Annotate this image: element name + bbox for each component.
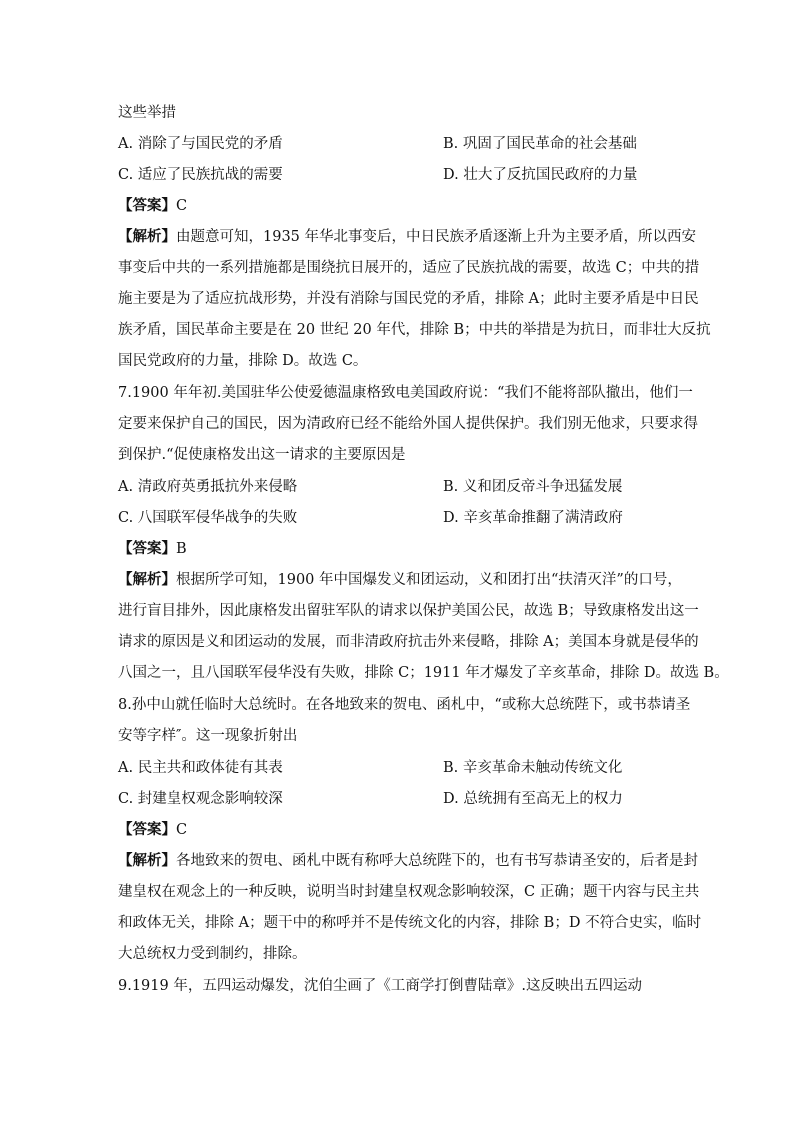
q8-analysis-line-2: 建皇权在观念上的一种反映，说明当时封建皇权观念影响较深，C 正确；题干内容与民主共 bbox=[118, 884, 700, 900]
answer-tag: 【答案】 bbox=[118, 822, 176, 838]
q7-options-row-1 bbox=[118, 478, 678, 496]
q7-option-b: B. 义和团反帝斗争迅猛发展 bbox=[443, 479, 623, 495]
q6-analysis-line-2: 事变后中共的一系列措施都是围绕抗日展开的，适应了民族抗战的需要，故选 C；中共的措 bbox=[118, 260, 700, 276]
q8-analysis-line-1 bbox=[118, 852, 698, 870]
analysis-text: 由题意可知，1935 年华北事变后，中日民族矛盾逐渐上升为主要矛盾，所以西安 bbox=[176, 229, 697, 245]
q7-option-a: A. 清政府英勇抵抗外来侵略 bbox=[118, 479, 298, 495]
q9-stem-line-1: 9.1919 年，五四运动爆发，沈伯尘画了《工商学打倒曹陆章》.这反映出五四运动 bbox=[118, 978, 642, 994]
q8-stem-line-1: 8.孙中山就任临时大总统时。在各地致来的贺电、函札中，“或称大总统陛下，或书恭请圣 bbox=[118, 697, 691, 713]
q6-options-row-1 bbox=[118, 135, 678, 153]
q7-analysis-line-2: 进行盲目排外，因此康格发出留驻军队的请求以保护美国公民，故选 B；导致康格发出这一 bbox=[118, 603, 699, 619]
q7-stem-line-1: 7.1900 年年初.美国驻华公使爱德温康格致电美国政府说：“我们不能将部队撤出，他们一 bbox=[118, 385, 693, 401]
q7-option-d: D. 辛亥革命推翻了满清政府 bbox=[443, 510, 623, 526]
q7-stem-line-3: 到保护.“促使康格发出这一请求的主要原因是 bbox=[118, 447, 406, 463]
q7-analysis-line-3: 请求的原因是义和团运动的发展，而非清政府抗击外来侵略，排除 A；美国本身就是侵华的 bbox=[118, 634, 699, 650]
q8-stem-line-2: 安等字样″。这一现象折射出 bbox=[118, 728, 298, 744]
answer-value: C bbox=[176, 198, 188, 214]
q6-option-a: A. 消除了与国民党的矛盾 bbox=[118, 136, 283, 152]
q8-option-c: C. 封建皇权观念影响较深 bbox=[118, 791, 283, 807]
q7-analysis-line-4: 八国之一，且八国联军侵华没有失败，排除 C；1911 年才爆发了辛亥革命，排除 D。故选 B。 bbox=[118, 665, 729, 681]
q6-options-row-2 bbox=[118, 166, 678, 184]
analysis-text: 各地致来的贺电、函札中既有称呼大总统陛下的，也有书写恭请圣安的，后者是封 bbox=[176, 853, 698, 869]
analysis-tag: 【解析】 bbox=[118, 572, 176, 588]
q6-analysis-line-3: 施主要是为了适应抗战形势，并没有消除与国民党的矛盾，排除 A；此时主要矛盾是中日民 bbox=[118, 291, 699, 307]
q8-option-a: A. 民主共和政体徒有其表 bbox=[118, 760, 283, 776]
answer-value: C bbox=[176, 822, 188, 838]
q6-stem-tail: 这些举措 bbox=[118, 105, 176, 121]
q6-option-d: D. 壮大了反抗国民政府的力量 bbox=[443, 167, 638, 183]
q8-option-b: B. 辛亥革命未触动传统文化 bbox=[443, 760, 623, 776]
q7-answer bbox=[118, 540, 678, 558]
analysis-text: 根据所学可知，1900 年中国爆发义和团运动，义和团打出“扶清灭洋”的口号， bbox=[176, 572, 682, 588]
answer-tag: 【答案】 bbox=[118, 198, 176, 214]
q7-analysis-line-1 bbox=[118, 571, 682, 589]
q6-answer bbox=[118, 197, 678, 215]
q8-options-row-2 bbox=[118, 790, 678, 808]
q8-analysis-line-3: 和政体无关，排除 A；题干中的称呼并不是传统文化的内容，排除 B；D 不符合史实，临时 bbox=[118, 915, 702, 931]
q6-analysis-line-1 bbox=[118, 228, 697, 246]
q7-option-c: C. 八国联军侵华战争的失败 bbox=[118, 510, 298, 526]
q6-option-b: B. 巩固了国民革命的社会基础 bbox=[443, 136, 637, 152]
analysis-tag: 【解析】 bbox=[118, 853, 176, 869]
q7-options-row-2 bbox=[118, 509, 678, 527]
q6-analysis-line-5: 国民党政府的力量，排除 D。故选 C。 bbox=[118, 353, 368, 369]
analysis-tag: 【解析】 bbox=[118, 229, 176, 245]
q8-answer bbox=[118, 821, 678, 839]
q6-option-c: C. 适应了民族抗战的需要 bbox=[118, 167, 283, 183]
q8-option-d: D. 总统拥有至高无上的权力 bbox=[443, 791, 623, 807]
answer-tag: 【答案】 bbox=[118, 541, 176, 557]
q7-stem-line-2: 定要来保护自己的国民，因为清政府已经不能给外国人提供保护。我们别无他求，只要求得 bbox=[118, 416, 698, 432]
answer-value: B bbox=[176, 541, 187, 557]
q8-options-row-1 bbox=[118, 759, 678, 777]
q6-analysis-line-4: 族矛盾，国民革命主要是在 20 世纪 20 年代，排除 B；中共的举措是为抗日，而非壮大反抗 bbox=[118, 322, 711, 338]
q8-analysis-line-4: 大总统权力受到制约，排除。 bbox=[118, 946, 307, 962]
